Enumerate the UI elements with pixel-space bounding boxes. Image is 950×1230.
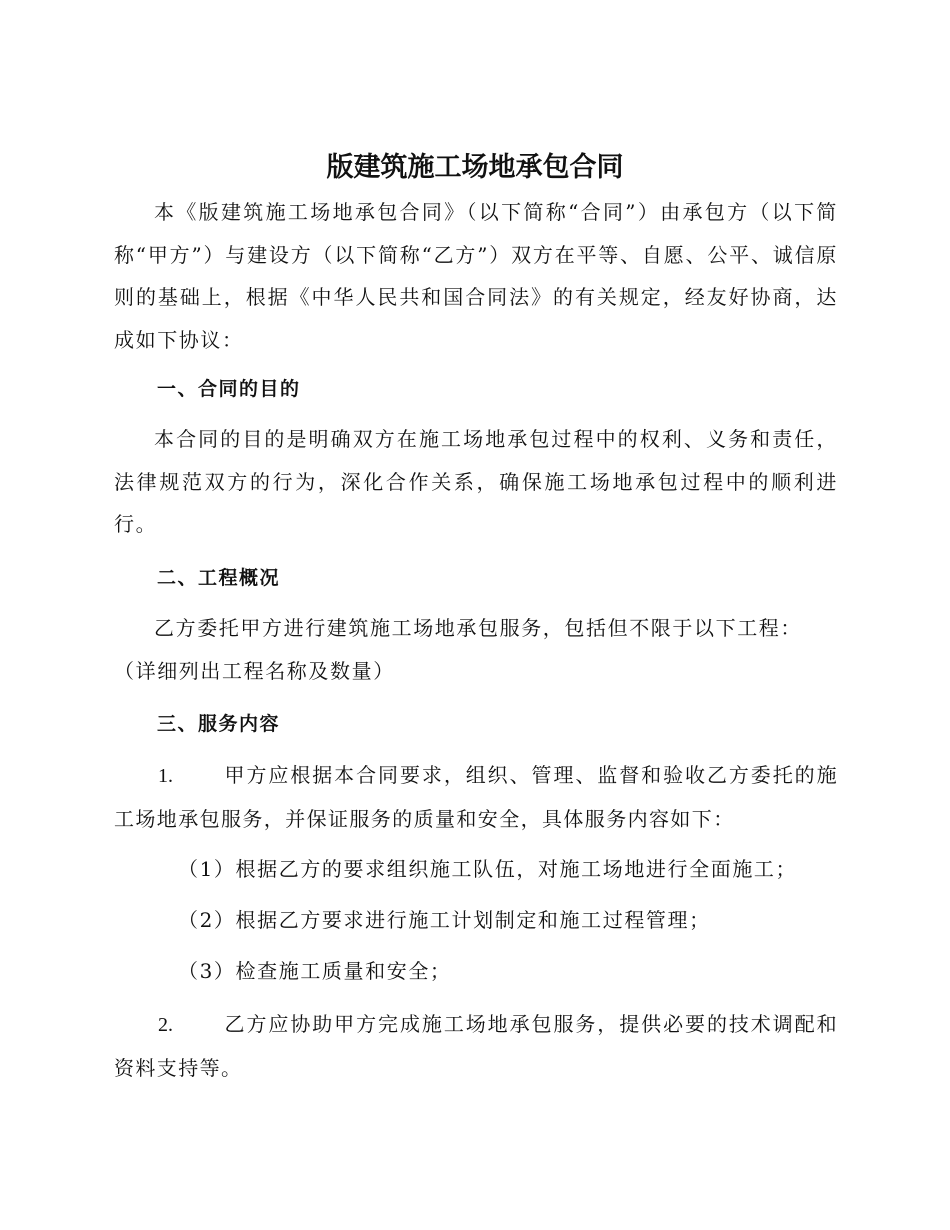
section-2-heading: 二、工程概况 (157, 567, 281, 589)
section-3-heading: 三、服务内容 (157, 713, 281, 735)
service-item-1-text: 甲方应根据本合同要求，组织、管理、监督和验收乙方委托的施工场地承包服务，并保证服务的质量和安全，具体服务内容如下： (114, 763, 838, 831)
document-title: 版建筑施工场地承包合同 (326, 152, 624, 183)
service-item-2-text: 乙方应协助甲方完成施工场地承包服务，提供必要的技术调配和资料支持等。 (114, 1012, 838, 1080)
service-subitem-2: （2）根据乙方要求进行施工计划制定和施工过程管理； (178, 908, 711, 932)
section-2-body: 乙方委托甲方进行建筑施工场地承包服务，包括但不限于以下工程： (154, 616, 802, 640)
section-1-body: 本合同的目的是明确双方在施工场地承包过程中的权利、义务和责任，法律规范双方的行为，深化合作关系，确保施工场地承包过程中的顺利进行。 (114, 427, 838, 536)
intro-paragraph: 本《版建筑施工场地承包合同》（以下简称“合同”）由承包方（以下简称“甲方”）与建设方（以下简称“乙方”）双方在平等、自愿、公平、诚信原则的基础上，根据《中华人民共和国合同法》的有关规定，经友好协商，达成如下协议： (114, 200, 838, 352)
service-item-1-number: 1. (158, 765, 173, 787)
service-item-1 (114, 754, 838, 840)
section-2-note: （详细列出工程名称及数量） (114, 659, 395, 683)
service-subitem-1: （1）根据乙方的要求组织施工队伍，对施工场地进行全面施工； (178, 857, 798, 881)
service-item-2 (114, 1003, 838, 1089)
service-subitem-3: （3）检查施工质量和安全； (178, 959, 452, 983)
service-item-2-number: 2. (158, 1014, 173, 1036)
section-1-heading: 一、合同的目的 (157, 378, 301, 400)
